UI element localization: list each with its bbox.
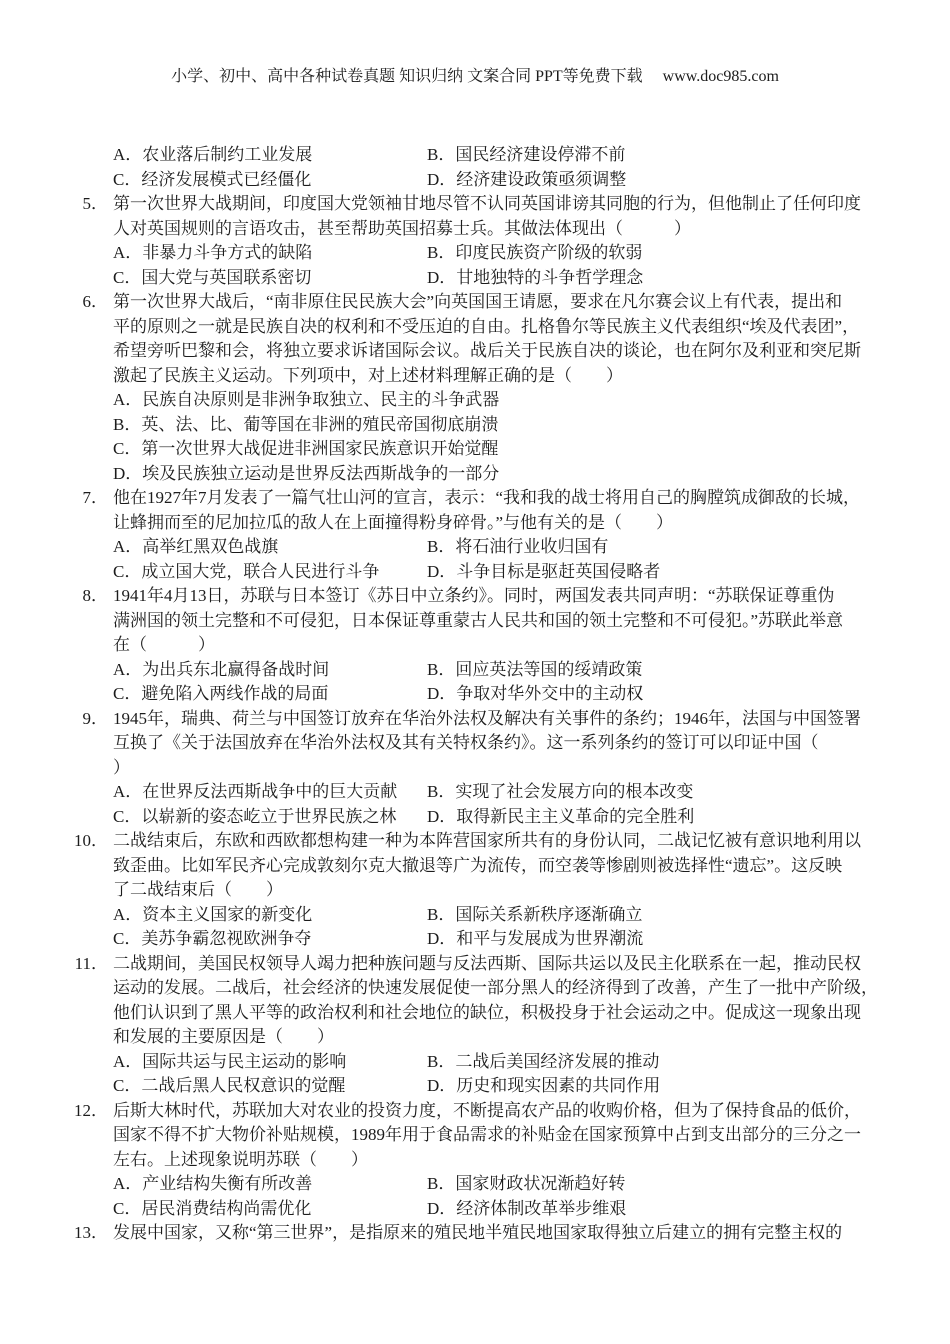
question-text-line: 了二战结束后（ ） xyxy=(113,880,283,899)
question-text-line: 平的原则之一就是民族自决的权利和不受压迫的自由。扎格鲁尔等民族主义代表组织“埃及代表团”， xyxy=(113,316,860,336)
question-text-line: 希望旁听巴黎和会，将独立要求诉诸国际会议。战后关于民族自决的谈论，也在阿尔及利亚和突尼斯 xyxy=(113,341,861,360)
option: D．和平与发展成为世界潮流 xyxy=(427,929,644,948)
option-row xyxy=(113,560,950,585)
option: B．国家财政状况渐趋好转 xyxy=(427,1174,626,1193)
option-row xyxy=(113,903,950,928)
question-text-line: 第一次世界大战后，“南非原住民民族大会”向英国国王请愿，要求在凡尔赛会议上有代表，提出和 xyxy=(113,292,843,311)
option-row xyxy=(113,682,950,707)
question-text-line: 人对英国规则的言语攻击，甚至帮助英国招募士兵。其做法体现出（ ） xyxy=(113,218,691,238)
option-row xyxy=(113,780,950,805)
option: C．居民消费结构尚需优化 xyxy=(113,1198,312,1218)
option-row xyxy=(113,658,950,683)
question-text-line: 满洲国的领土完整和不可侵犯，日本保证尊重蒙古人民共和国的领土完整和不可侵犯。”苏联此举意 xyxy=(113,610,844,630)
option: B．将石油行业收归国有 xyxy=(427,537,609,556)
option-row xyxy=(113,168,950,193)
option: A．国际共运与民主运动的影响 xyxy=(113,1051,347,1071)
question-text-line: 发展中国家，又称“第三世界”，是指原来的殖民地半殖民地国家取得独立后建立的拥有完整主权的 xyxy=(113,1223,843,1242)
question-number: 5． xyxy=(82,194,108,213)
question-number: 10． xyxy=(74,831,108,850)
question-number: 7． xyxy=(82,488,108,507)
question xyxy=(0,192,950,290)
option: A．民族自决原则是非洲争取独立、民主的斗争武器 xyxy=(113,390,500,409)
option: C．美苏争霸忽视欧洲争夺 xyxy=(113,929,312,948)
option: C．国大党与英国联系密切 xyxy=(113,267,312,287)
question xyxy=(0,1221,950,1246)
option: A．高举红黑双色战旗 xyxy=(113,537,279,556)
question xyxy=(0,952,950,1099)
question-text-line: 运动的发展。二战后，社会经济的快速发展促使一部分黑人的经济得到了改善，产生了一批中产阶级， xyxy=(113,978,878,997)
header-url: www.doc985.com xyxy=(662,68,779,85)
option: D．争取对华外交中的主动权 xyxy=(427,684,644,703)
question-number: 8． xyxy=(82,586,108,605)
question-text-line: 第一次世界大战期间，印度国大党领袖甘地尽管不认同英国诽谤其同胞的行为，但他制止了任何印度 xyxy=(113,194,861,213)
question xyxy=(0,143,950,192)
option-row xyxy=(113,1172,950,1197)
question-number: 9． xyxy=(82,708,108,728)
question-number: 13． xyxy=(74,1223,108,1242)
question-text-line: 1941年4月13日，苏联与日本签订《苏日中立条约》。同时，两国发表共同声明：“苏联保证尊重伪 xyxy=(113,586,835,605)
option: B．国际关系新秩序逐渐确立 xyxy=(427,904,643,924)
option: A．资本主义国家的新变化 xyxy=(113,904,313,924)
option: D．经济体制改革举步维艰 xyxy=(427,1198,627,1218)
option: C．成立国大党，联合人民进行斗争 xyxy=(113,561,380,581)
question xyxy=(0,584,950,707)
option: C．避免陷入两线作战的局面 xyxy=(113,684,329,703)
question-text-line: 后斯大林时代，苏联加大对农业的投资力度，不断提高农产品的收购价格，但为了保持食品的低价， xyxy=(113,1100,861,1120)
option: D．取得新民主主义革命的完全胜利 xyxy=(427,806,695,826)
option: B．英、法、比、葡等国在非洲的殖民帝国彻底崩溃 xyxy=(113,414,499,434)
option-row xyxy=(113,927,950,952)
question-text-line: 二战结束后，东欧和西欧都想构建一种为本阵营国家所共有的身份认同，二战记忆被有意识地利用以 xyxy=(113,831,861,850)
option: C．第一次世界大战促进非洲国家民族意识开始觉醒 xyxy=(113,439,499,458)
question xyxy=(0,707,950,830)
question-text-line: 二战期间，美国民权领导人竭力把种族问题与反法西斯、国际共运以及民主化联系在一起，推动民权 xyxy=(113,953,861,973)
option: A．农业落后制约工业发展 xyxy=(113,145,313,164)
question-number: 11． xyxy=(74,953,108,973)
option: C．二战后黑人民权意识的觉醒 xyxy=(113,1076,346,1095)
option: B．国民经济建设停滞不前 xyxy=(427,145,626,164)
option-row xyxy=(113,1197,950,1222)
option: D．经济建设政策亟须调整 xyxy=(427,169,627,189)
option: B．回应英法等国的绥靖政策 xyxy=(427,659,643,679)
question-text-line: 激起了民族主义运动。下列项中，对上述材料理解正确的是（ ） xyxy=(113,365,623,385)
question-number: 12． xyxy=(74,1100,108,1120)
question-text-line: 1945年，瑞典、荷兰与中国签订放弃在华治外法权及解决有关事件的条约；1946年，法国与中国签署 xyxy=(113,708,861,728)
option: D．斗争目标是驱赶英国侵略者 xyxy=(427,561,661,581)
question-text-line: 他在1927年7月发表了一篇气壮山河的宣言，表示：“我和我的战士将用自己的胸膛筑成御敌的长城， xyxy=(113,488,861,507)
option: A．在世界反法西斯战争中的巨大贡献 xyxy=(113,782,398,801)
option: D．埃及民族独立运动是世界反法西斯战争的一部分 xyxy=(113,463,500,483)
question-text-line: 互换了《关于法国放弃在华治外法权及其有关特权条约》。这一系列条约的签订可以印证中国（ xyxy=(113,733,819,752)
option: B．印度民族资产阶级的软弱 xyxy=(427,243,643,262)
question-text-line: 左右。上述现象说明苏联（ ） xyxy=(113,1149,368,1169)
option: B．实现了社会发展方向的根本改变 xyxy=(427,782,694,801)
option: C．以崭新的姿态屹立于世界民族之林 xyxy=(113,806,397,826)
question-text-line: 让蜂拥而至的尼加拉瓜的敌人在上面撞得粉身碎骨。”与他有关的是（ ） xyxy=(113,512,674,532)
option: A．为出兵东北赢得备战时间 xyxy=(113,659,330,679)
option: A．产业结构失衡有所改善 xyxy=(113,1174,313,1193)
option: B．二战后美国经济发展的推动 xyxy=(427,1051,660,1071)
option-row xyxy=(113,535,950,560)
option-row xyxy=(113,241,950,266)
option-row xyxy=(113,1050,950,1075)
question xyxy=(0,290,950,486)
question-text-line: 他们认识到了黑人平等的政治权利和社会地位的缺位，积极投身于社会运动之中。促成这一现象出现 xyxy=(113,1002,861,1022)
option-row xyxy=(113,266,950,291)
question xyxy=(0,829,950,952)
option: A．非暴力斗争方式的缺陷 xyxy=(113,243,313,262)
option: D．甘地独特的斗争哲学理念 xyxy=(427,267,644,287)
option: D．历史和现实因素的共同作用 xyxy=(427,1076,661,1095)
option-row xyxy=(113,805,950,830)
question-text-line: ） xyxy=(113,757,130,777)
question xyxy=(0,1099,950,1222)
header-text: 小学、初中、高中各种试卷真题 知识归纳 文案合同 PPT等免费下载 xyxy=(171,68,643,85)
question-text-line: 在（ ） xyxy=(113,635,215,654)
question-text-line: 致歪曲。比如军民齐心完成敦刻尔克大撤退等广为流传，而空袭等惨剧则被选择性“遗忘”。这反映 xyxy=(113,855,843,875)
question-text-line: 国家不得不扩大物价补贴规模，1989年用于食品需求的补贴金在国家预算中占到支出部分的三分之一 xyxy=(113,1125,861,1144)
option-row xyxy=(113,143,950,168)
option: C．经济发展模式已经僵化 xyxy=(113,169,312,189)
header-banner xyxy=(0,66,950,88)
question-text-line: 和发展的主要原因是（ ） xyxy=(113,1027,334,1046)
question xyxy=(0,486,950,584)
option-row xyxy=(113,1074,950,1099)
questions-list xyxy=(0,143,950,1246)
question-number: 6． xyxy=(82,292,108,311)
